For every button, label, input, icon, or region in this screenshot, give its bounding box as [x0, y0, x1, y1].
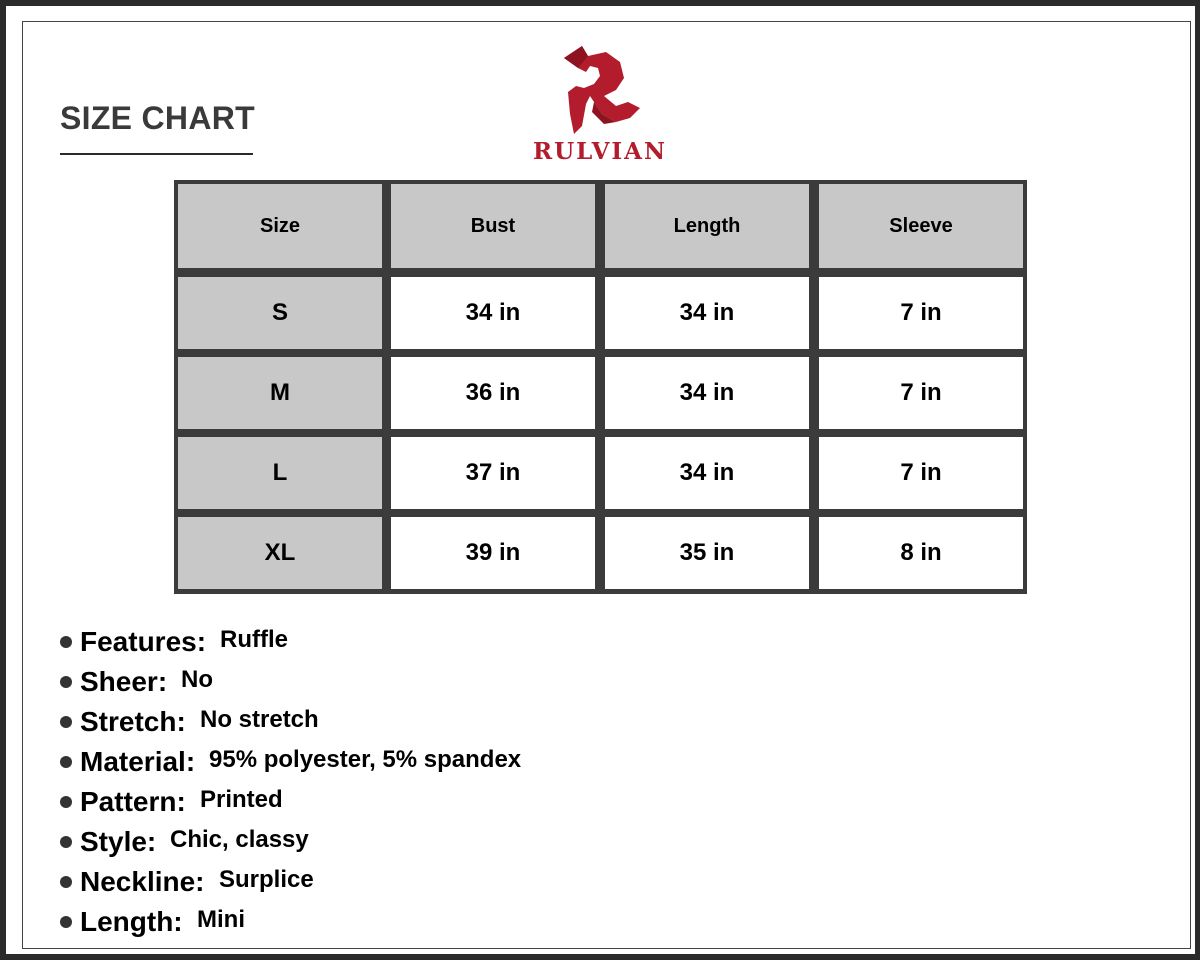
size-label-cell: S [178, 277, 382, 349]
column-header-bust: Bust [391, 184, 595, 268]
bullet-icon [60, 876, 72, 888]
spec-value: Mini [197, 906, 245, 933]
measurement-cell: 37 in [391, 437, 595, 509]
spec-value: No stretch [200, 706, 319, 733]
measurement-cell: 34 in [605, 437, 809, 509]
measurement-cell: 34 in [605, 277, 809, 349]
measurement-cell: 36 in [391, 357, 595, 429]
column-header-length: Length [605, 184, 809, 268]
brand-name: RULVIAN [532, 138, 668, 165]
size-label-cell: XL [178, 517, 382, 589]
size-label-cell: M [178, 357, 382, 429]
bullet-icon [60, 676, 72, 688]
spec-label: Style: [80, 826, 157, 857]
measurement-cell: 8 in [819, 517, 1023, 589]
column-header-size: Size [178, 184, 382, 268]
measurement-cell: 7 in [819, 277, 1023, 349]
bullet-icon [60, 836, 72, 848]
title-underline [60, 153, 253, 155]
bullet-icon [60, 636, 72, 648]
measurement-cell: 7 in [819, 437, 1023, 509]
spec-label: Neckline: [80, 866, 205, 897]
spec-label: Pattern: [80, 786, 186, 817]
spec-value: Chic, classy [170, 826, 309, 853]
measurement-cell: 35 in [605, 517, 809, 589]
spec-value: No [181, 666, 213, 693]
spec-label: Features: [80, 626, 207, 657]
measurement-cell: 7 in [819, 357, 1023, 429]
size-table [174, 180, 1027, 594]
spec-label: Material: [80, 746, 196, 777]
size-label-cell: L [178, 437, 382, 509]
measurement-cell: 34 in [605, 357, 809, 429]
bullet-icon [60, 916, 72, 928]
bullet-icon [60, 796, 72, 808]
bullet-icon [60, 756, 72, 768]
spec-label: Sheer: [80, 666, 168, 697]
measurement-cell: 39 in [391, 517, 595, 589]
column-header-sleeve: Sleeve [819, 184, 1023, 268]
page-title: SIZE CHART [60, 100, 255, 136]
spec-value: Printed [200, 786, 283, 813]
spec-value: 95% polyester, 5% spandex [209, 746, 522, 773]
spec-value: Surplice [219, 866, 314, 893]
measurement-cell: 34 in [391, 277, 595, 349]
spec-label: Length: [80, 906, 183, 937]
spec-label: Stretch: [80, 706, 186, 737]
bullet-icon [60, 716, 72, 728]
spec-value: Ruffle [220, 626, 288, 653]
